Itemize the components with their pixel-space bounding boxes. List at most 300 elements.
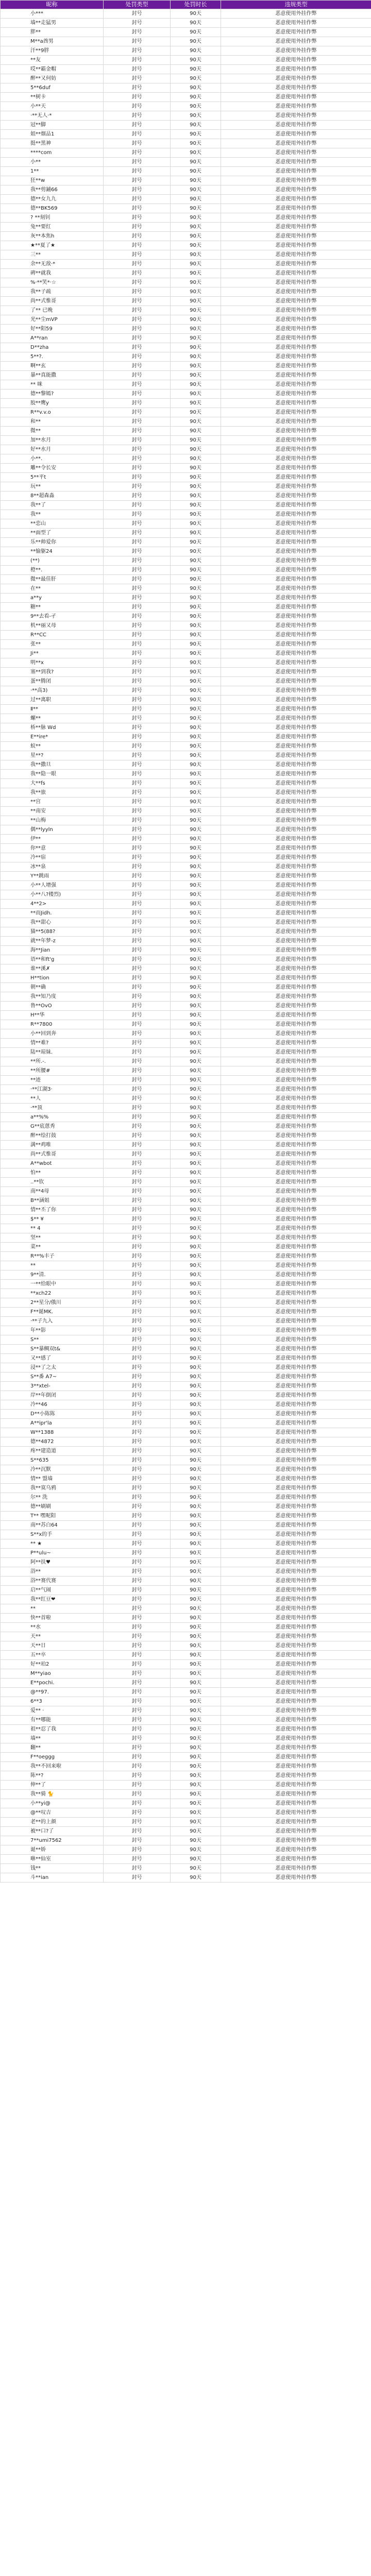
table-row	[1, 1456, 371, 1465]
table-row	[1, 937, 371, 946]
cell-penalty-type: 封号	[104, 19, 171, 28]
cell-violation-type: 恶意使用外挂作弊	[221, 297, 371, 306]
cell-penalty-duration: 90天	[171, 529, 221, 538]
table-row	[1, 677, 371, 686]
cell-penalty-duration: 90天	[171, 343, 221, 352]
cell-violation-type: 恶意使用外挂作弊	[221, 1066, 371, 1076]
cell-nickname: 咻**仙室	[1, 1855, 104, 1864]
table-row	[1, 306, 371, 315]
table-row	[1, 389, 371, 399]
cell-violation-type: 恶意使用外挂作弊	[221, 1261, 371, 1270]
cell-violation-type: 恶意使用外挂作弊	[221, 798, 371, 807]
cell-penalty-duration: 90天	[171, 380, 221, 389]
cell-penalty-type: 封号	[104, 1614, 171, 1623]
cell-penalty-duration: 90天	[171, 1521, 221, 1530]
cell-penalty-type: 封号	[104, 1539, 171, 1549]
table-row	[1, 1512, 371, 1521]
table-row	[1, 436, 371, 445]
cell-penalty-type: 封号	[104, 195, 171, 204]
cell-violation-type: 恶意使用外挂作弊	[221, 1558, 371, 1567]
cell-penalty-type: 封号	[104, 1428, 171, 1437]
cell-penalty-duration: 90天	[171, 686, 221, 696]
cell-penalty-type: 封号	[104, 937, 171, 946]
cell-nickname: a**y	[1, 594, 104, 603]
cell-penalty-type: 封号	[104, 835, 171, 844]
cell-penalty-type: 封号	[104, 1372, 171, 1382]
cell-violation-type: 恶意使用外挂作弊	[221, 584, 371, 594]
table-row	[1, 325, 371, 334]
cell-penalty-type: 封号	[104, 900, 171, 909]
cell-nickname: 糖**	[1, 603, 104, 612]
cell-penalty-duration: 90天	[171, 900, 221, 909]
table-row	[1, 223, 371, 232]
cell-violation-type: 恶意使用外挂作弊	[221, 269, 371, 278]
table-row	[1, 46, 371, 56]
cell-penalty-duration: 90天	[171, 1493, 221, 1502]
cell-nickname: **xch22	[1, 1289, 104, 1298]
cell-penalty-type: 封号	[104, 1178, 171, 1187]
cell-penalty-type: 封号	[104, 770, 171, 779]
cell-violation-type: 恶意使用外挂作弊	[221, 779, 371, 788]
cell-violation-type: 恶意使用外挂作弊	[221, 1716, 371, 1725]
table-row	[1, 1002, 371, 1011]
table-row	[1, 1382, 371, 1391]
cell-violation-type: 恶意使用外挂作弊	[221, 1493, 371, 1502]
cell-nickname: 张**	[1, 640, 104, 649]
cell-nickname: 了** 已晚	[1, 306, 104, 315]
table-row	[1, 566, 371, 575]
cell-penalty-type: 封号	[104, 1252, 171, 1261]
cell-violation-type: 恶意使用外挂作弊	[221, 510, 371, 519]
cell-violation-type: 恶意使用外挂作弊	[221, 723, 371, 733]
cell-violation-type: 恶意使用外挂作弊	[221, 1799, 371, 1808]
cell-penalty-type: 封号	[104, 992, 171, 1002]
cell-penalty-type: 封号	[104, 556, 171, 566]
cell-penalty-type: 封号	[104, 269, 171, 278]
table-row	[1, 927, 371, 937]
cell-violation-type: 恶意使用外挂作弊	[221, 1734, 371, 1743]
cell-violation-type: 恶意使用外挂作弊	[221, 278, 371, 287]
cell-violation-type: 恶意使用外挂作弊	[221, 556, 371, 566]
cell-penalty-duration: 90天	[171, 1651, 221, 1660]
cell-nickname: **恋山	[1, 519, 104, 529]
cell-violation-type: 恶意使用外挂作弊	[221, 1428, 371, 1437]
cell-penalty-type: 封号	[104, 686, 171, 696]
table-row	[1, 399, 371, 408]
table-row	[1, 733, 371, 742]
cell-violation-type: 恶意使用外挂作弊	[221, 148, 371, 158]
cell-violation-type: 恶意使用外挂作弊	[221, 65, 371, 74]
cell-penalty-type: 封号	[104, 1734, 171, 1743]
cell-penalty-type: 封号	[104, 139, 171, 148]
cell-penalty-duration: 90天	[171, 325, 221, 334]
cell-penalty-type: 封号	[104, 389, 171, 399]
cell-penalty-duration: 90天	[171, 65, 221, 74]
cell-nickname: 情**难?	[1, 1039, 104, 1048]
cell-nickname: ****com	[1, 148, 104, 158]
cell-penalty-duration: 90天	[171, 566, 221, 575]
cell-violation-type: 恶意使用外挂作弊	[221, 389, 371, 399]
cell-nickname: 5**平t	[1, 473, 104, 482]
cell-violation-type: 恶意使用外挂作弊	[221, 1150, 371, 1159]
cell-penalty-duration: 90天	[171, 1447, 221, 1456]
cell-penalty-duration: 90天	[171, 974, 221, 983]
cell-penalty-type: 封号	[104, 1437, 171, 1447]
cell-penalty-type: 封号	[104, 1308, 171, 1317]
cell-penalty-duration: 90天	[171, 445, 221, 454]
cell-penalty-type: 封号	[104, 1864, 171, 1873]
cell-nickname: 姐**烟品1	[1, 130, 104, 139]
cell-nickname: **友	[1, 56, 104, 65]
cell-penalty-type: 封号	[104, 1141, 171, 1150]
table-row	[1, 1539, 371, 1549]
cell-violation-type: 恶意使用外挂作弊	[221, 343, 371, 352]
cell-violation-type: 恶意使用外挂作弊	[221, 1029, 371, 1039]
cell-violation-type: 恶意使用外挂作弊	[221, 1400, 371, 1410]
table-row	[1, 649, 371, 658]
cell-nickname: 3**xtel-	[1, 1382, 104, 1391]
cell-violation-type: 恶意使用外挂作弊	[221, 74, 371, 83]
table-row	[1, 807, 371, 816]
cell-penalty-type: 封号	[104, 1335, 171, 1345]
cell-penalty-duration: 90天	[171, 983, 221, 992]
cell-nickname: ·**子九入	[1, 1317, 104, 1326]
cell-violation-type: 恶意使用外挂作弊	[221, 1345, 371, 1354]
table-row	[1, 1484, 371, 1493]
cell-penalty-duration: 90天	[171, 649, 221, 658]
cell-penalty-duration: 90天	[171, 705, 221, 714]
table-row	[1, 1131, 371, 1141]
cell-penalty-type: 封号	[104, 668, 171, 677]
table-row	[1, 482, 371, 492]
cell-nickname: 小**人增强	[1, 881, 104, 890]
cell-penalty-type: 封号	[104, 1706, 171, 1716]
cell-violation-type: 恶意使用外挂作弊	[221, 983, 371, 992]
cell-penalty-duration: 90天	[171, 1335, 221, 1345]
cell-penalty-duration: 90天	[171, 1790, 221, 1799]
table-row	[1, 1372, 371, 1382]
cell-violation-type: 恶意使用外挂作弊	[221, 1252, 371, 1261]
cell-penalty-duration: 90天	[171, 1604, 221, 1614]
cell-penalty-duration: 90天	[171, 547, 221, 556]
table-row	[1, 584, 371, 594]
cell-penalty-type: 封号	[104, 343, 171, 352]
cell-violation-type: 恶意使用外挂作弊	[221, 102, 371, 111]
cell-nickname: H**tion	[1, 974, 104, 983]
cell-nickname: 8**超森淼	[1, 492, 104, 501]
table-row	[1, 1836, 371, 1845]
cell-penalty-type: 封号	[104, 649, 171, 658]
table-row	[1, 1345, 371, 1354]
cell-nickname: T** 嘿呢阳	[1, 1512, 104, 1521]
cell-nickname: 挺**黑神	[1, 139, 104, 148]
cell-penalty-duration: 90天	[171, 19, 221, 28]
cell-penalty-type: 封号	[104, 1410, 171, 1419]
cell-violation-type: 恶意使用外挂作弊	[221, 436, 371, 445]
cell-penalty-type: 封号	[104, 1196, 171, 1206]
table-row	[1, 148, 371, 158]
cell-violation-type: 恶意使用外挂作弊	[221, 185, 371, 195]
cell-penalty-duration: 90天	[171, 770, 221, 779]
cell-violation-type: 恶意使用外挂作弊	[221, 1660, 371, 1669]
cell-penalty-duration: 90天	[171, 501, 221, 510]
cell-nickname: 爱** ·	[1, 1706, 104, 1716]
cell-nickname: 灰**本焦h	[1, 232, 104, 241]
cell-penalty-type: 封号	[104, 9, 171, 19]
table-row	[1, 1085, 371, 1094]
cell-penalty-duration: 90天	[171, 1326, 221, 1335]
cell-penalty-duration: 90天	[171, 1586, 221, 1595]
cell-violation-type: 恶意使用外挂作弊	[221, 1530, 371, 1539]
cell-penalty-duration: 90天	[171, 195, 221, 204]
table-row	[1, 111, 371, 121]
cell-penalty-duration: 90天	[171, 232, 221, 241]
cell-penalty-type: 封号	[104, 1224, 171, 1233]
cell-penalty-duration: 90天	[171, 37, 221, 46]
cell-penalty-type: 封号	[104, 1048, 171, 1057]
cell-nickname: 冷**46	[1, 1400, 104, 1410]
cell-violation-type: 恶意使用外挂作弊	[221, 28, 371, 37]
cell-nickname: 有**哪能	[1, 1716, 104, 1725]
cell-penalty-duration: 90天	[171, 121, 221, 130]
cell-penalty-duration: 90天	[171, 260, 221, 269]
cell-violation-type: 恶意使用外挂作弊	[221, 1808, 371, 1818]
cell-penalty-duration: 90天	[171, 315, 221, 325]
cell-nickname: 德**BK569	[1, 204, 104, 213]
cell-violation-type: 恶意使用外挂作弊	[221, 872, 371, 881]
cell-violation-type: 恶意使用外挂作弊	[221, 612, 371, 621]
cell-violation-type: 恶意使用外挂作弊	[221, 816, 371, 825]
table-row	[1, 1465, 371, 1475]
cell-penalty-duration: 90天	[171, 1632, 221, 1641]
cell-penalty-duration: 90天	[171, 1400, 221, 1410]
table-row	[1, 1706, 371, 1716]
cell-penalty-duration: 90天	[171, 1437, 221, 1447]
cell-violation-type: 恶意使用外挂作弊	[221, 1577, 371, 1586]
cell-violation-type: 恶意使用外挂作弊	[221, 176, 371, 185]
cell-nickname: ** 4	[1, 1224, 104, 1233]
table-row	[1, 1066, 371, 1076]
table-row	[1, 1873, 371, 1883]
cell-penalty-type: 封号	[104, 482, 171, 492]
cell-violation-type: 恶意使用外挂作弊	[221, 1651, 371, 1660]
cell-penalty-type: 封号	[104, 121, 171, 130]
cell-penalty-type: 封号	[104, 1391, 171, 1400]
cell-penalty-duration: 90天	[171, 223, 221, 232]
cell-penalty-type: 封号	[104, 1808, 171, 1818]
cell-nickname: S**635	[1, 1456, 104, 1465]
cell-penalty-duration: 90天	[171, 575, 221, 584]
cell-penalty-type: 封号	[104, 1447, 171, 1456]
table-row	[1, 1159, 371, 1168]
cell-penalty-type: 封号	[104, 1669, 171, 1679]
table-row	[1, 983, 371, 992]
cell-nickname: 1**	[1, 167, 104, 176]
cell-penalty-duration: 90天	[171, 1577, 221, 1586]
table-row	[1, 890, 371, 900]
cell-nickname: 胶**鹰y	[1, 399, 104, 408]
cell-penalty-type: 封号	[104, 1679, 171, 1688]
cell-penalty-type: 封号	[104, 325, 171, 334]
cell-violation-type: 恶意使用外挂作弊	[221, 705, 371, 714]
table-row	[1, 121, 371, 130]
cell-penalty-type: 封号	[104, 1029, 171, 1039]
cell-nickname: 浴**	[1, 1567, 104, 1577]
cell-nickname: 天**	[1, 1632, 104, 1641]
cell-penalty-duration: 90天	[171, 853, 221, 862]
cell-penalty-type: 封号	[104, 380, 171, 389]
cell-penalty-type: 封号	[104, 1011, 171, 1020]
cell-violation-type: 恶意使用外挂作弊	[221, 1484, 371, 1493]
table-row	[1, 1781, 371, 1790]
cell-violation-type: 恶意使用外挂作弊	[221, 1762, 371, 1771]
cell-penalty-type: 封号	[104, 909, 171, 918]
cell-penalty-type: 封号	[104, 1317, 171, 1326]
cell-penalty-type: 封号	[104, 1261, 171, 1270]
cell-penalty-duration: 90天	[171, 1419, 221, 1428]
cell-penalty-duration: 90天	[171, 1382, 221, 1391]
cell-penalty-duration: 90天	[171, 287, 221, 297]
cell-penalty-duration: 90天	[171, 278, 221, 287]
cell-penalty-duration: 90天	[171, 1734, 221, 1743]
cell-violation-type: 恶意使用外挂作弊	[221, 649, 371, 658]
cell-violation-type: 恶意使用外挂作弊	[221, 371, 371, 380]
cell-violation-type: 恶意使用外挂作弊	[221, 9, 371, 19]
cell-penalty-type: 封号	[104, 1363, 171, 1372]
cell-violation-type: 恶意使用外挂作弊	[221, 1456, 371, 1465]
cell-penalty-type: 封号	[104, 927, 171, 937]
table-row	[1, 1521, 371, 1530]
table-row	[1, 603, 371, 612]
cell-nickname: 斗**ian	[1, 1873, 104, 1883]
cell-penalty-type: 封号	[104, 223, 171, 232]
cell-violation-type: 恶意使用外挂作弊	[221, 454, 371, 464]
cell-violation-type: 恶意使用外挂作弊	[221, 325, 371, 334]
cell-penalty-type: 封号	[104, 1484, 171, 1493]
cell-nickname: 启**气闹	[1, 1586, 104, 1595]
cell-penalty-type: 封号	[104, 287, 171, 297]
table-row	[1, 816, 371, 825]
cell-penalty-type: 封号	[104, 779, 171, 788]
cell-penalty-type: 封号	[104, 1502, 171, 1512]
cell-penalty-type: 封号	[104, 454, 171, 464]
cell-violation-type: 恶意使用外挂作弊	[221, 881, 371, 890]
cell-violation-type: 恶意使用外挂作弊	[221, 918, 371, 927]
cell-violation-type: 恶意使用外挂作弊	[221, 1855, 371, 1864]
cell-penalty-duration: 90天	[171, 1354, 221, 1363]
cell-nickname: 鲁**OvO	[1, 1002, 104, 1011]
cell-penalty-duration: 90天	[171, 844, 221, 853]
cell-nickname: 我**知乃度	[1, 992, 104, 1002]
cell-nickname: 德**女九九	[1, 195, 104, 204]
cell-nickname: D**小陈陈	[1, 1410, 104, 1419]
cell-violation-type: 恶意使用外挂作弊	[221, 631, 371, 640]
cell-violation-type: 恶意使用外挂作弊	[221, 445, 371, 454]
cell-penalty-type: 封号	[104, 1400, 171, 1410]
header-nickname: 昵称	[1, 1, 104, 9]
cell-penalty-duration: 90天	[171, 297, 221, 306]
cell-nickname: 冷**宿	[1, 853, 104, 862]
cell-nickname: 尚**式惟哥	[1, 297, 104, 306]
table-row	[1, 1697, 371, 1706]
cell-penalty-duration: 90天	[171, 1187, 221, 1196]
cell-violation-type: 恶意使用外挂作弊	[221, 1243, 371, 1252]
cell-nickname: 6**3	[1, 1697, 104, 1706]
cell-nickname: 玩**	[1, 482, 104, 492]
table-row	[1, 1150, 371, 1159]
cell-penalty-duration: 90天	[171, 677, 221, 686]
table-row	[1, 1363, 371, 1372]
cell-nickname: **人	[1, 1094, 104, 1104]
cell-penalty-type: 封号	[104, 696, 171, 705]
table-row	[1, 1113, 371, 1122]
cell-violation-type: 恶意使用外挂作弊	[221, 1827, 371, 1836]
cell-penalty-type: 封号	[104, 1382, 171, 1391]
cell-penalty-type: 封号	[104, 1855, 171, 1864]
table-row	[1, 770, 371, 779]
cell-penalty-duration: 90天	[171, 417, 221, 427]
cell-violation-type: 恶意使用外挂作弊	[221, 223, 371, 232]
cell-penalty-duration: 90天	[171, 519, 221, 529]
cell-nickname: 天**日	[1, 1641, 104, 1651]
cell-penalty-type: 封号	[104, 807, 171, 816]
cell-penalty-type: 封号	[104, 148, 171, 158]
cell-penalty-type: 封号	[104, 547, 171, 556]
cell-penalty-type: 封号	[104, 631, 171, 640]
cell-nickname: 塞**到我?	[1, 668, 104, 677]
cell-penalty-type: 封号	[104, 1818, 171, 1827]
cell-nickname: R**7800	[1, 1020, 104, 1029]
cell-penalty-type: 封号	[104, 1697, 171, 1706]
cell-violation-type: 恶意使用外挂作弊	[221, 56, 371, 65]
cell-violation-type: 恶意使用外挂作弊	[221, 260, 371, 269]
cell-nickname: **迹	[1, 1076, 104, 1085]
cell-nickname: @**97.	[1, 1688, 104, 1697]
cell-penalty-type: 封号	[104, 1131, 171, 1141]
cell-nickname: 明**x	[1, 658, 104, 668]
cell-penalty-type: 封号	[104, 1345, 171, 1354]
cell-nickname: 暴**真能撒	[1, 371, 104, 380]
table-row	[1, 872, 371, 881]
cell-nickname: A**ipr'la	[1, 1419, 104, 1428]
cell-penalty-type: 封号	[104, 584, 171, 594]
cell-violation-type: 恶意使用外挂作弊	[221, 1113, 371, 1122]
cell-penalty-duration: 90天	[171, 1808, 221, 1818]
cell-nickname: 我**隐一眼	[1, 770, 104, 779]
cell-penalty-type: 封号	[104, 612, 171, 621]
cell-violation-type: 恶意使用外挂作弊	[221, 1475, 371, 1484]
table-row	[1, 1354, 371, 1363]
cell-violation-type: 恶意使用外挂作弊	[221, 1178, 371, 1187]
cell-penalty-duration: 90天	[171, 1243, 221, 1252]
cell-violation-type: 恶意使用外挂作弊	[221, 93, 371, 102]
cell-penalty-type: 封号	[104, 640, 171, 649]
cell-penalty-duration: 90天	[171, 621, 221, 631]
cell-penalty-type: 封号	[104, 1280, 171, 1289]
cell-penalty-type: 封号	[104, 1567, 171, 1577]
table-row	[1, 900, 371, 909]
cell-violation-type: 恶意使用外挂作弊	[221, 1011, 371, 1020]
cell-nickname: @**叹吉	[1, 1808, 104, 1818]
cell-penalty-duration: 90天	[171, 890, 221, 900]
header-violation-type: 违规类型	[221, 1, 371, 9]
table-row	[1, 1660, 371, 1669]
cell-penalty-duration: 90天	[171, 584, 221, 594]
cell-violation-type: 恶意使用外挂作弊	[221, 909, 371, 918]
cell-penalty-duration: 90天	[171, 399, 221, 408]
cell-penalty-duration: 90天	[171, 148, 221, 158]
cell-nickname: 醉**绘打鼓	[1, 1131, 104, 1141]
